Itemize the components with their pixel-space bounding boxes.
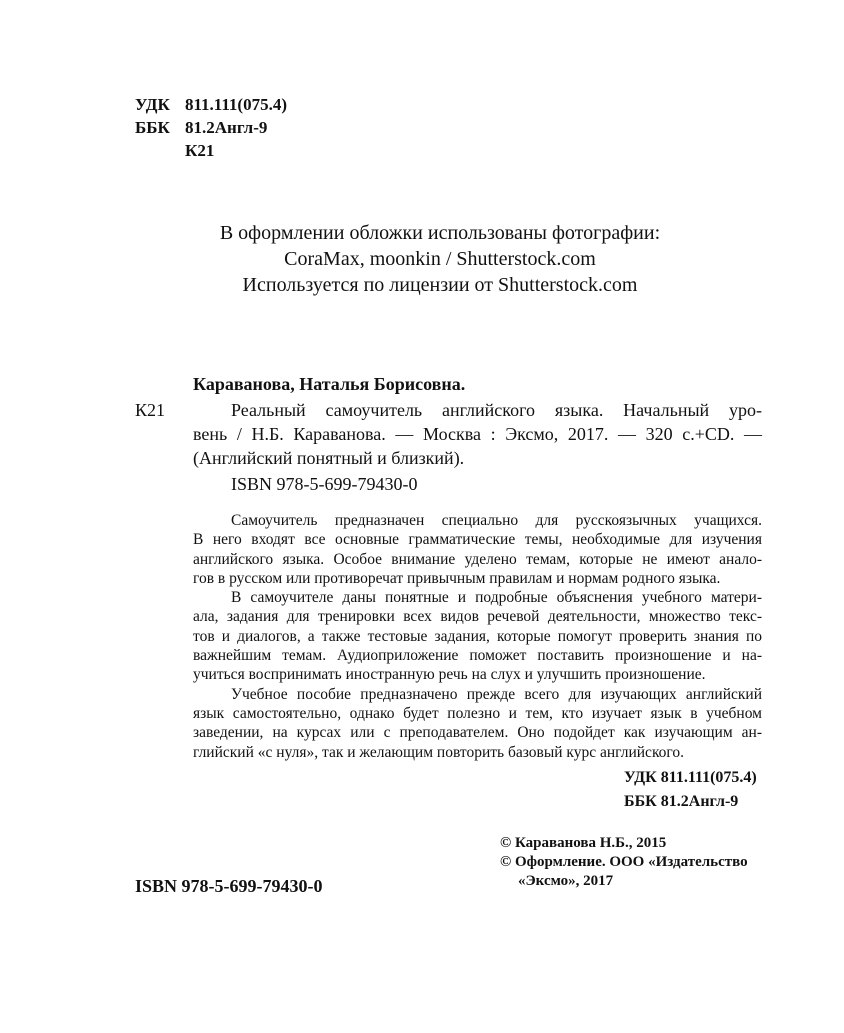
catalog-author: Караванова, Наталья Борисовна. — [193, 374, 466, 394]
annotation-line: тов и диалогов, а также тестовые задания, которые помогут проверить знания по — [193, 627, 762, 645]
copyright-design: © Оформление. ООО «Издательство — [500, 854, 748, 870]
annotation-line: Учебное пособие предназначено прежде всего для изучающих английский — [231, 685, 762, 703]
annotation-line: важнейшим темам. Аудиоприложение поможет поставить произношение и на- — [193, 647, 762, 665]
annotation-line: Самоучитель предназначен специально для русскоязычных учащихся. — [231, 512, 762, 529]
catalog-mark: К21 — [135, 400, 166, 420]
annotation-line: английского языка. Особое внимание уделено темам, которые не имеют анало- — [193, 550, 762, 568]
annotation-line: В самоучителе даны понятные и подробные объяснения учебного матери- — [231, 589, 762, 607]
codes-right — [624, 766, 757, 814]
bbk-value: 81.2Англ-9 — [185, 118, 268, 137]
udk-code-right: УДК 811.111(075.4) — [624, 769, 757, 786]
credits-line: CoraMax, moonkin / Shutterstock.com — [284, 248, 596, 270]
credits-line: В оформлении обложки использованы фотографии: — [219, 222, 661, 244]
bbk-label: ББК — [135, 118, 170, 137]
bibliographic-description — [193, 398, 762, 470]
author-mark: К21 — [185, 141, 215, 160]
bib-line: вень / Н.Б. Караванова. — Москва : Эксмо, 2017. — 320 с.+CD. — — [193, 424, 762, 444]
udk-value: 811.111(075.4) — [185, 95, 288, 114]
copyright-author: © Караванова Н.Б., 2015 — [500, 835, 667, 851]
copyright-block — [500, 834, 748, 891]
isbn-bottom: ISBN 978-5-699-79430-0 — [135, 876, 323, 896]
bbk-code-right: ББК 81.2Англ-9 — [624, 793, 739, 810]
cover-credits — [190, 220, 690, 298]
annotation-line: заведении, на курсах или с преподавателем. Оно подойдет как изучающим ан- — [193, 724, 762, 742]
annotation-line: глийский «с нуля», так и желающим повторить базовый курс английского. — [193, 743, 685, 761]
annotation-line: В него входят все основные грамматические темы, необходимые для изучения — [193, 531, 762, 549]
udk-label: УДК — [135, 95, 170, 114]
credits-line: Используется по лицензии от Shutterstock.com — [242, 274, 638, 296]
annotation-line: ала, задания для тренировки всех видов речевой деятельности, множество текс- — [193, 608, 762, 626]
classification-codes — [135, 93, 287, 162]
annotation-line: гов в русском или противоречат привычным правилам и нормам родного языка. — [193, 569, 721, 587]
annotation-line: учиться воспринимать иностранную речь на слух и улучшить произношение. — [193, 666, 706, 684]
annotation-line: язык самостоятельно, однако будет полезно и тем, кто изучает язык в учебном — [193, 704, 762, 722]
bib-line: (Английский понятный и близкий). — [193, 448, 465, 468]
bib-line: Реальный самоучитель английского языка. Начальный уро- — [231, 400, 762, 420]
copyright-design-cont: «Эксмо», 2017 — [518, 873, 614, 889]
annotation — [193, 511, 762, 762]
catalog-isbn: ISBN 978-5-699-79430-0 — [231, 474, 418, 494]
